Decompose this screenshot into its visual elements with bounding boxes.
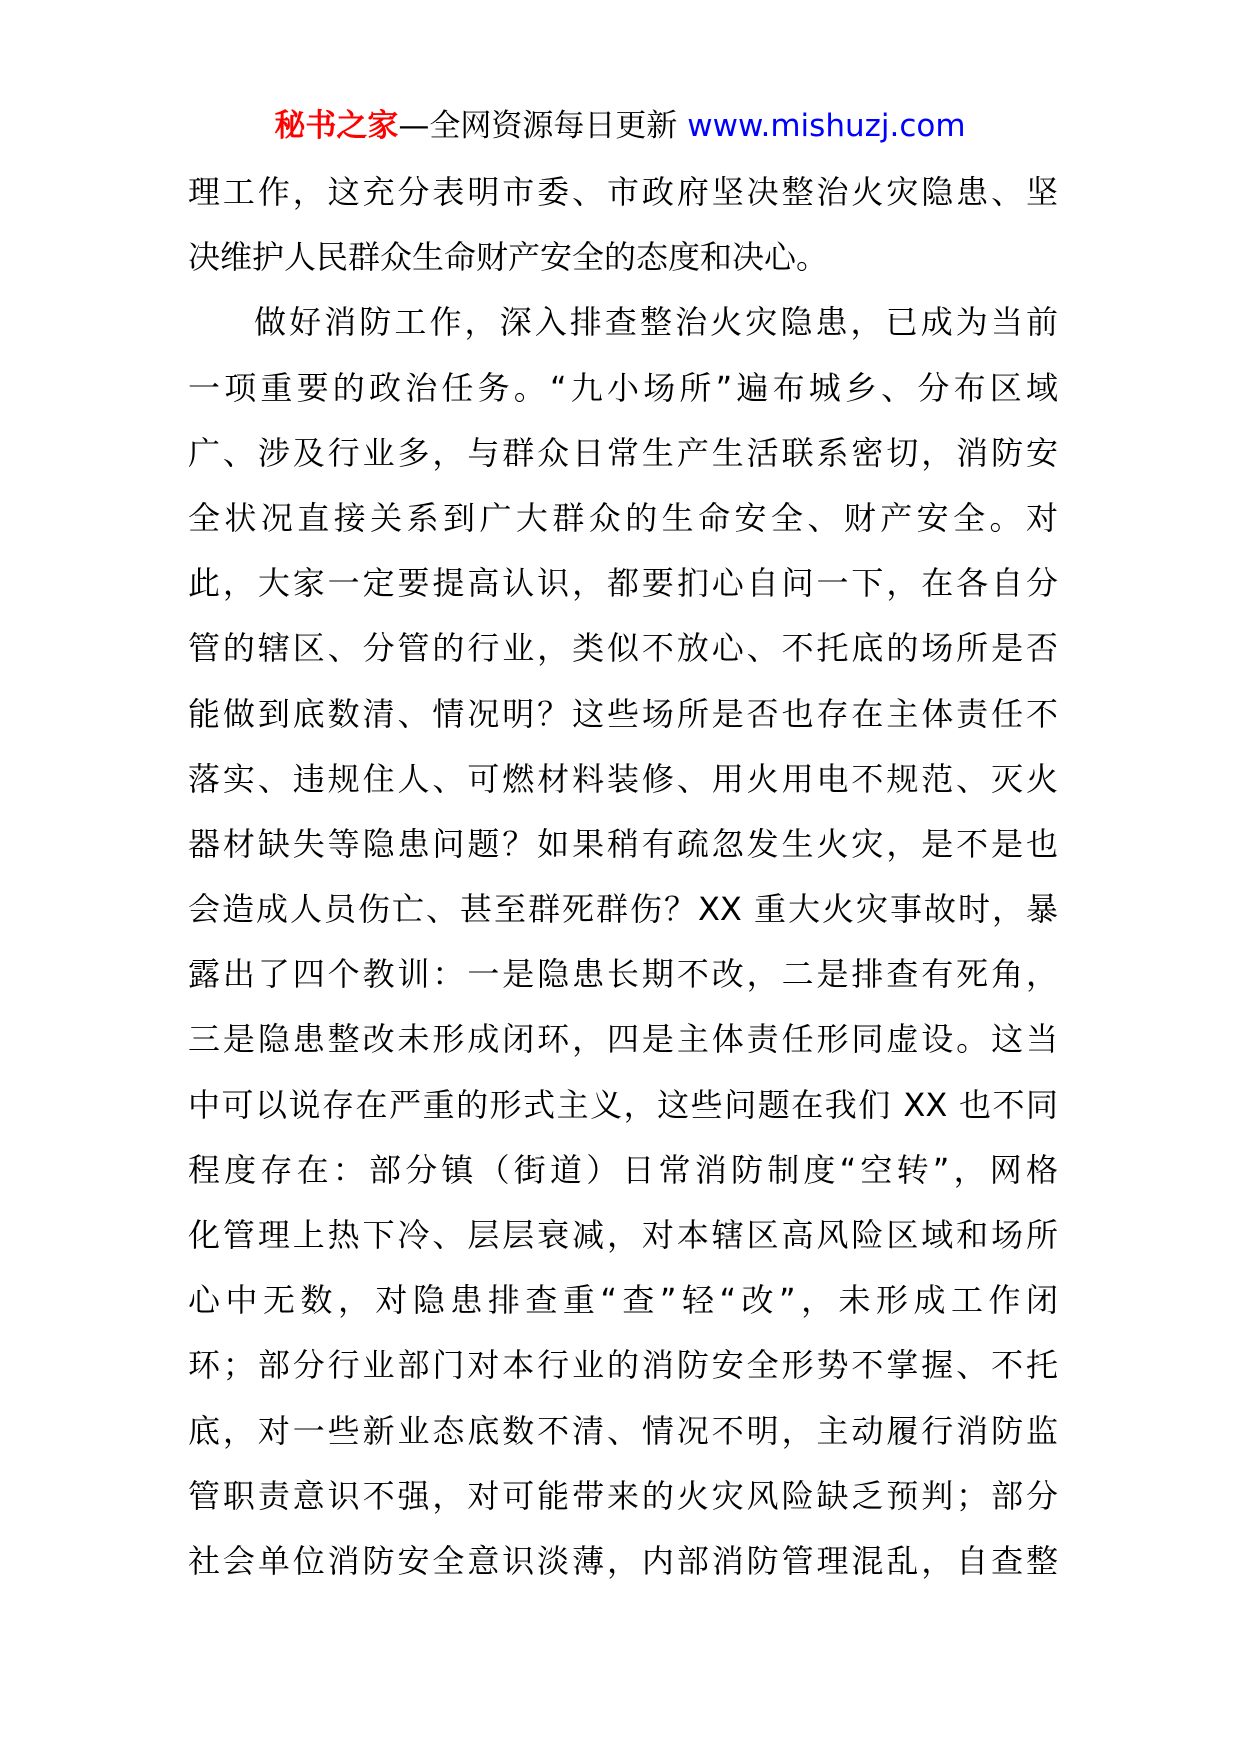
text-line: 程度存在：部分镇（街道）日常消防制度“空转”，网格 (188, 1150, 1058, 1189)
document-body (188, 160, 1058, 1594)
text-line: 管的辖区、分管的行业，类似不放心、不托底的场所是否 (188, 629, 1058, 668)
site-header (0, 104, 1240, 148)
text-line: 社会单位消防安全意识淡薄，内部消防管理混乱，自查整 (188, 1541, 1058, 1580)
text-line: 三是隐患整改未形成闭环，四是主体责任形同虚设。这当 (188, 1020, 1058, 1059)
text-line: 此，大家一定要提高认识，都要扪心自问一下，在各自分 (188, 564, 1058, 603)
text-line: 落实、违规住人、可燃材料装修、用火用电不规范、灭火 (188, 759, 1058, 798)
text-line: 中可以说存在严重的形式主义，这些问题在我们 XX 也不同 (188, 1085, 1058, 1124)
text-line: 广、涉及行业多，与群众日常生产生活联系密切，消防安 (188, 433, 1058, 472)
site-tagline: —全网资源每日更新 (398, 108, 678, 144)
text-line: 理工作，这充分表明市委、市政府坚决整治火灾隐患、坚 (188, 173, 1058, 211)
text-line: 环；部分行业部门对本行业的消防安全形势不掌握、不托 (188, 1346, 1058, 1385)
text-line: 会造成人员伤亡、甚至群死群伤？XX 重大火灾事故时，暴 (188, 890, 1058, 929)
text-line: 能做到底数清、情况明？这些场所是否也存在主体责任不 (188, 694, 1058, 733)
text-line: 管职责意识不强，对可能带来的火灾风险缺乏预判；部分 (188, 1476, 1058, 1515)
text-line: 露出了四个教训：一是隐患长期不改，二是排查有死角， (188, 955, 1058, 994)
paragraph-first-line: 做好消防工作，深入排查整治火灾隐患，已成为当前 (254, 303, 1058, 342)
text-line: 心中无数，对隐患排查重“查”轻“改”，未形成工作闭 (188, 1281, 1058, 1320)
text-line: 全状况直接关系到广大群众的生命安全、财产安全。对 (188, 498, 1058, 537)
site-brand: 秘书之家 (274, 108, 399, 144)
text-line: 决维护人民群众生命财产安全的态度和决心。 (188, 238, 829, 277)
text-line: 一项重要的政治任务。“九小场所”遍布城乡、分布区域 (188, 368, 1058, 407)
text-line: 化管理上热下冷、层层衰减，对本辖区高风险区域和场所 (188, 1216, 1058, 1254)
site-url-link[interactable]: www.mishuzj.com (687, 108, 966, 144)
text-line: 底，对一些新业态底数不清、情况不明，主动履行消防监 (188, 1411, 1058, 1450)
text-line: 器材缺失等隐患问题？如果稍有疏忽发生火灾，是不是也 (188, 824, 1058, 863)
